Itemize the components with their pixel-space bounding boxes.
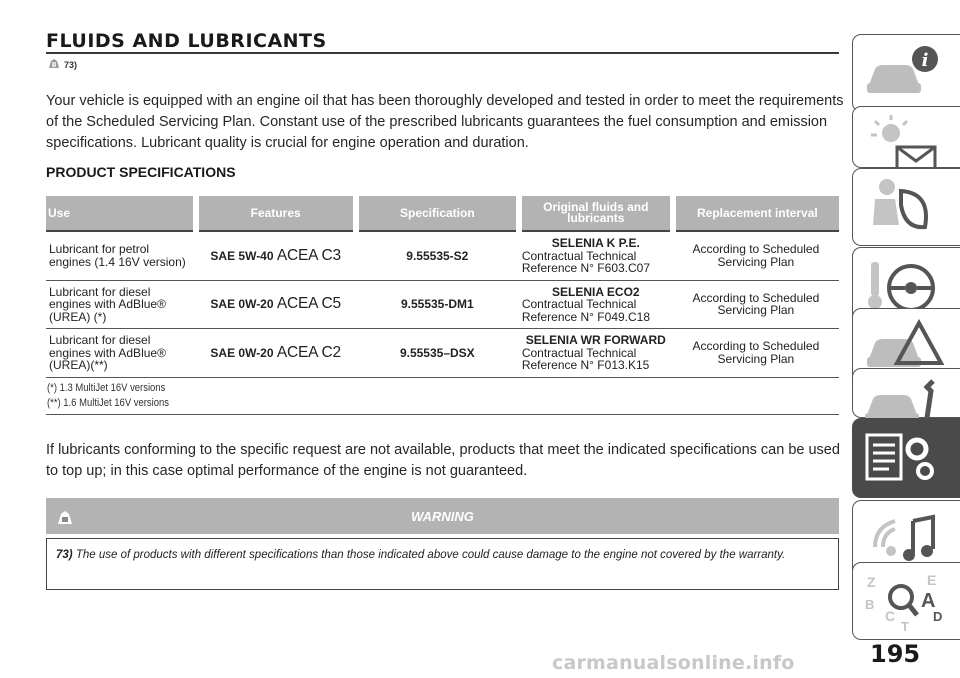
fluid-reference: Contractual Technical Reference N° F013.K15: [521, 345, 650, 372]
cell-original-fluid: [519, 329, 673, 378]
tab-warning-lights[interactable]: [852, 106, 960, 168]
warning-number: 73): [56, 549, 73, 561]
technical-data-icon: [861, 425, 951, 491]
cell-replacement-interval: According to Scheduled Servicing Plan: [673, 329, 839, 378]
cell-specification: 9.55535–DSX: [356, 329, 519, 378]
tab-car-info[interactable]: [852, 34, 960, 112]
cell-features: [196, 280, 356, 329]
header-original-fluids: Original fluids and lubricants: [519, 196, 673, 231]
airbag-safety-icon: [861, 175, 951, 239]
cell-original-fluid: [519, 231, 673, 280]
footnote-2: (**) 1.6 MultiJet 16V versions: [47, 397, 169, 409]
header-replacement-interval: Replacement interval: [673, 196, 839, 231]
cell-specification: 9.55535-S2: [356, 231, 519, 280]
table-row: [46, 280, 839, 329]
svg-text:i: i: [921, 50, 929, 71]
section-title: FLUIDS AND LUBRICANTS: [46, 30, 327, 52]
index-letter: Z: [867, 574, 876, 590]
note-reference[interactable]: [47, 58, 77, 72]
index-letter: T: [901, 619, 909, 633]
tab-maintenance[interactable]: [852, 368, 960, 418]
cell-original-fluid: [519, 280, 673, 329]
tab-safety[interactable]: [852, 168, 960, 246]
cell-replacement-interval: According to Scheduled Servicing Plan: [673, 280, 839, 329]
sae-grade: SAE 5W-40: [210, 248, 274, 263]
tab-index[interactable]: [852, 562, 960, 640]
index-letter: B: [865, 597, 875, 612]
fluid-name: SELENIA K P.E.: [551, 236, 640, 250]
alternative-lubricant-paragraph: If lubricants conforming to the specific request are not available, products that meet the indicated specifications can be used to top up; in this case optimal performance of the engine is not guaranteed.: [46, 442, 840, 479]
cell-use: Lubricant for diesel engines with AdBlue® (UREA)(**): [46, 329, 196, 378]
product-specifications-heading: PRODUCT SPECIFICATIONS: [46, 164, 236, 180]
table-footnotes: [46, 377, 839, 414]
footnote-1: (*) 1.3 MultiJet 16V versions: [47, 381, 166, 394]
warning-title: WARNING: [411, 509, 474, 524]
fluid-name: SELENIA WR FORWARD: [525, 333, 666, 347]
header-specification: Specification: [356, 196, 519, 231]
fluid-name: SELENIA ECO2: [552, 284, 640, 299]
tab-technical-data[interactable]: [852, 418, 960, 498]
fluid-reference: Contractual Technical Reference N° F603.C07: [521, 248, 651, 275]
title-rule: [46, 52, 839, 54]
product-specifications-table: [46, 196, 839, 415]
acea-grade: ACEA C2: [276, 343, 341, 361]
index-letter: E: [927, 572, 937, 588]
index-letter: C: [885, 608, 896, 624]
sae-grade: SAE 0W-20: [210, 297, 274, 311]
cell-features: [196, 329, 356, 378]
note-reference-number: 73): [64, 60, 78, 70]
table-header-row: [46, 196, 839, 231]
fluid-reference: Contractual Technical Reference N° F049.C18: [521, 297, 651, 324]
cell-use: Lubricant for diesel engines with AdBlue® (UREA) (*): [46, 280, 196, 329]
cell-features: [196, 231, 356, 280]
header-use: Use: [46, 196, 196, 231]
warning-box: [46, 538, 839, 590]
warning-text: [56, 548, 826, 562]
table-row: [46, 231, 839, 280]
cell-specification: 9.55535-DM1: [356, 280, 519, 329]
table-row: [46, 329, 839, 378]
cell-replacement-interval: According to Scheduled Servicing Plan: [673, 231, 839, 280]
warning-body: The use of products with different specifications than those indicated above could cause damage to the engine not covered by the warranty.: [75, 549, 786, 561]
sae-grade: SAE 0W-20: [210, 345, 274, 360]
index-letter: A: [921, 590, 936, 612]
index-letter: D: [933, 609, 943, 624]
acea-grade: ACEA C3: [276, 246, 341, 264]
page-number: 195: [870, 640, 921, 668]
index-icon: [861, 569, 951, 633]
intro-paragraph: Your vehicle is equipped with an engine oil that has been thoroughly developed and tested in order to meet the requirements of the Scheduled Servicing Plan. Constant use of the prescribed lubricants guarantees the fuel consumption and emission specifications. Lubricant quality is crucial for engine operation and duration.: [46, 93, 844, 151]
watermark: carmanualsonline.info: [552, 652, 795, 674]
warning-hand-icon: [47, 58, 61, 72]
acea-grade: ACEA C5: [276, 295, 341, 312]
header-features: Features: [196, 196, 356, 231]
car-info-icon: [861, 41, 951, 105]
cell-use: Lubricant for petrol engines (1.4 16V version): [46, 231, 196, 280]
